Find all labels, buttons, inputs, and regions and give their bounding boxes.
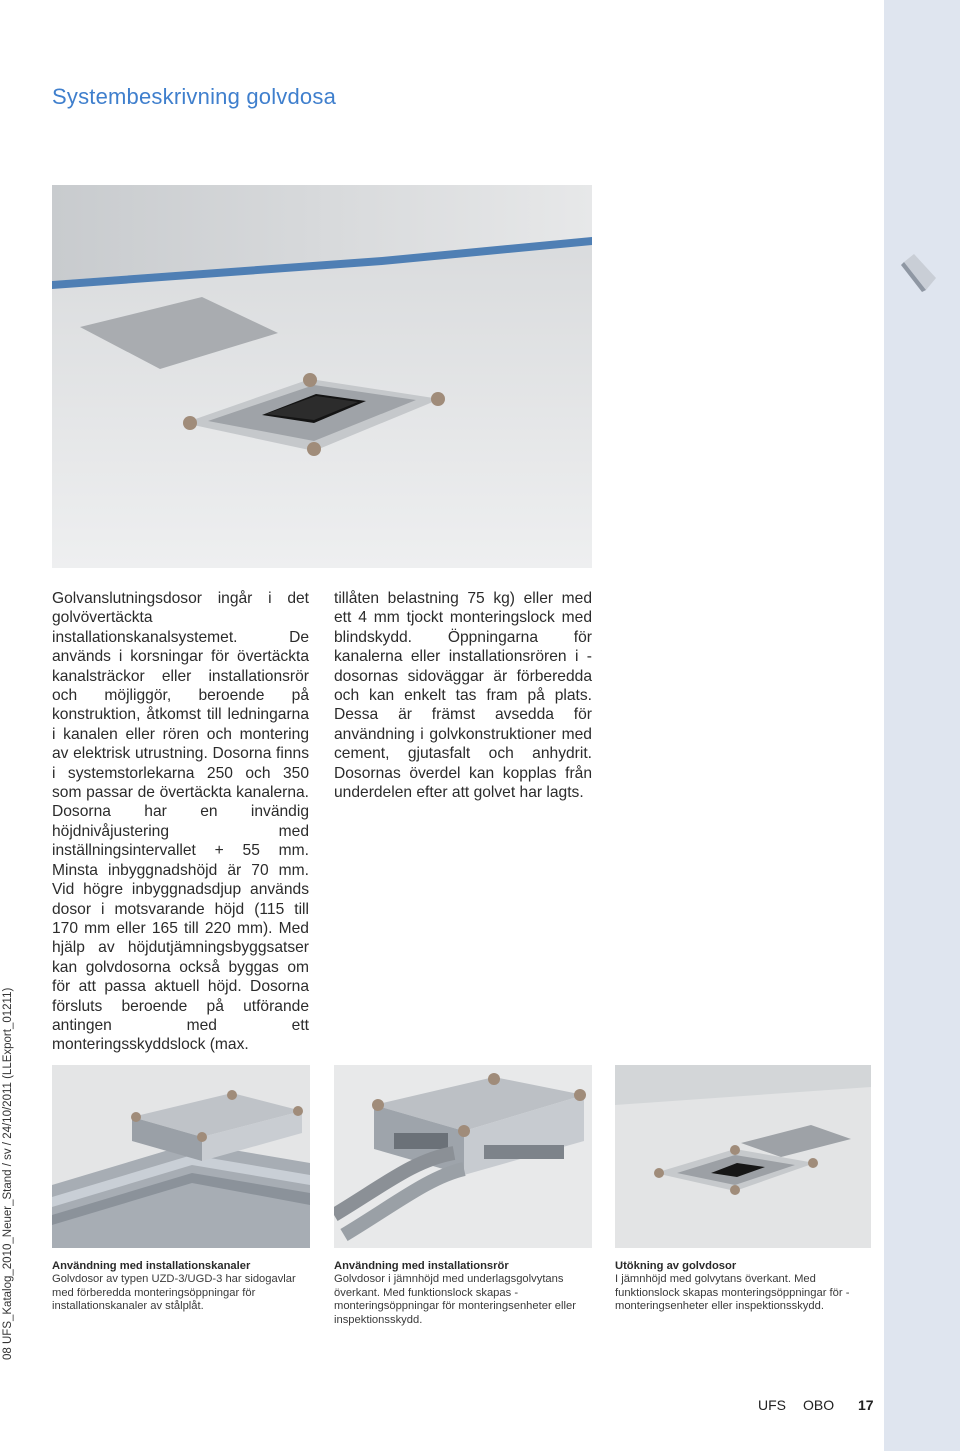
caption-text: Golvdosor i jämnhöjd med underlagsgolvytans överkant. Med funktionslock skapas - monteringsöppningar för monteringsenheter eller inspektionsskydd. <box>334 1273 576 1326</box>
side-color-band <box>884 0 960 1451</box>
vertical-file-info: 08 UFS_Katalog_2010_Neuer_Stand / sv / 24/10/2011 (LLExport_01211) <box>2 987 14 1360</box>
caption-pipes <box>334 1260 592 1327</box>
photo-floor-box-extension <box>615 1065 871 1248</box>
caption-title: Utökning av golvdosor <box>615 1260 737 1272</box>
photo-box-with-pipes <box>334 1065 592 1248</box>
caption-title: Användning med installationsrör <box>334 1260 509 1272</box>
folded-tab-icon <box>900 252 940 292</box>
footer-brand-ufs: UFS <box>758 1397 786 1413</box>
photo-box-with-channels <box>52 1065 310 1248</box>
caption-extension <box>615 1260 871 1314</box>
body-text-column-1: Golvanslutningsdosor ingår i det golvövertäckta installationskanalsystemet. De används i korsningar för övertäckta kanalsträckor eller installationsrör och möjliggör, beroende på konstruktion, åtkomst till ledningarna i kanalen eller rören och montering av elektrisk utrustning. Dosorna finns i systemstorlekarna 250 och 350 som passar de övertäckta kanalerna. Dosorna har en invändig höjdnivåjustering med inställningsintervallet + 55 mm. Minsta inbyggnadshöjd är 70 mm. Vid högre inbyggnadsdjup används dosor i motsvarande höjd (115 till 170 mm eller 165 till 220 mm). Med hjälp av höjdutjämningsbyggsatser kan golvdosorna också byggas om för att passa aktuell höjd. Dosorna försluts beroende på utförande antingen med ett monteringsskyddslock (max. <box>52 590 309 1054</box>
footer-brand-obo: OBO <box>803 1397 835 1413</box>
page-number: 17 <box>858 1397 874 1413</box>
caption-text: Golvdosor av typen UZD-3/UGD-3 har sidogavlar med förberedda monteringsöppningar för installationskanaler av stålplåt. <box>52 1273 296 1313</box>
caption-text: I jämnhöjd med golvytans överkant. Med funktionslock skapas monteringsöppningar för - monteringsenheter eller inspektionsskydd. <box>615 1273 850 1313</box>
page-title: Systembeskrivning golvdosa <box>52 84 337 109</box>
caption-channels <box>52 1260 310 1314</box>
body-text-column-2: tillåten belastning 75 kg) eller med ett 4 mm tjockt monteringslock med blindskydd. Öppningarna för kanalerna eller installationsrören i - dosornas sidoväggar är förberedda och kan enkelt tas fram på plats. Dessa är främst avsedda för användning i golvkonstruktioner med cement, gjutasfalt och anhydrit. Dosornas överdel kan kopplas från underdelen efter att golvet har lagts. <box>334 590 592 802</box>
caption-title: Användning med installationskanaler <box>52 1260 251 1272</box>
main-photo-floor-box <box>52 185 592 568</box>
